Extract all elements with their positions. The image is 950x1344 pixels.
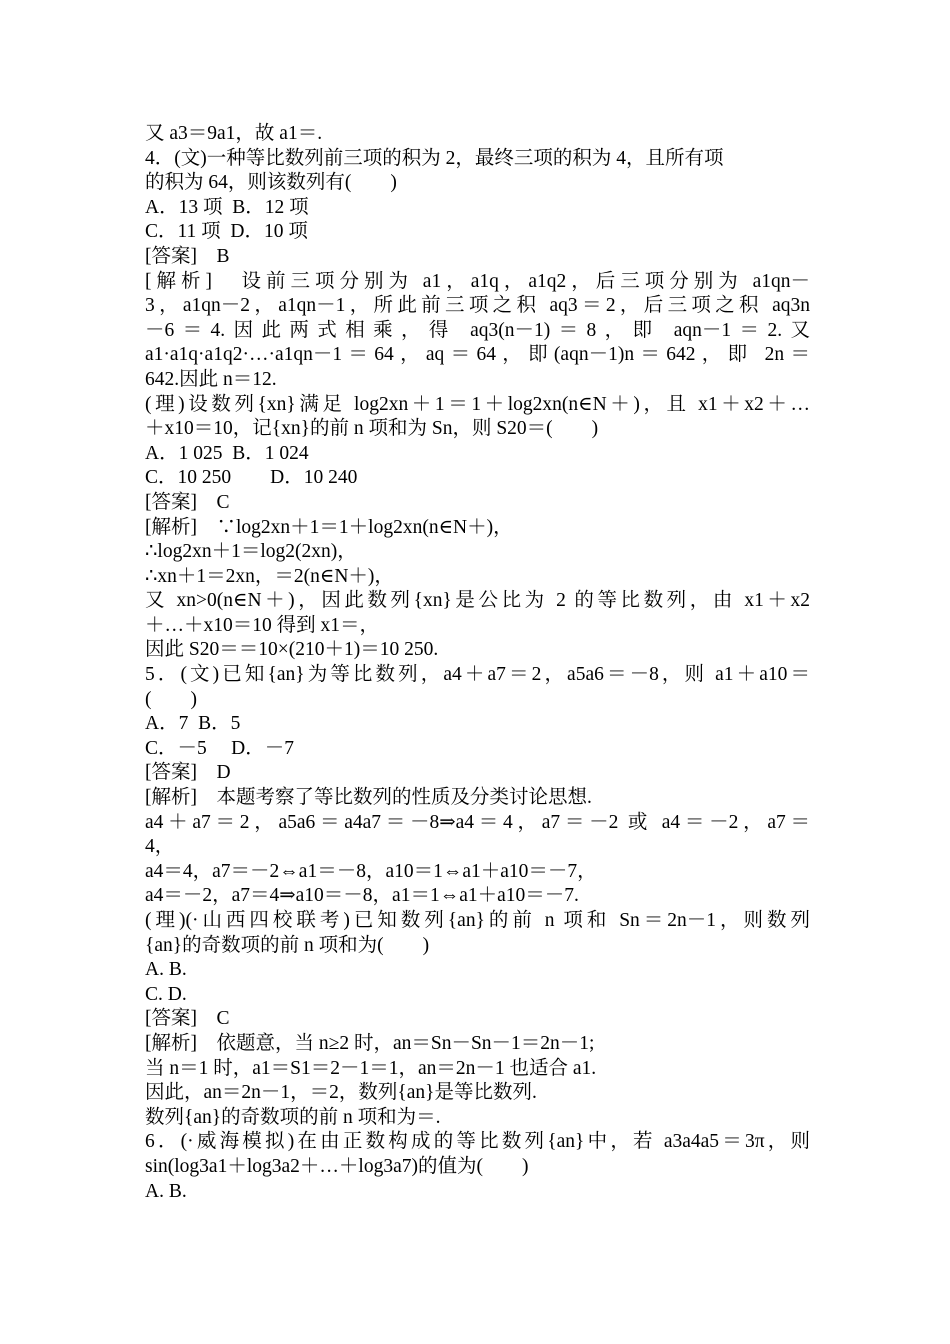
text-line: 因此 S20＝＝10×(210＋1)＝10 250. (145, 639, 439, 661)
text-line: a1·a1q·a1q2·…·a1qn－1＝64，aq＝64，即(aqn－1)n＝642，即 2n＝ (145, 344, 810, 366)
text-line: A. B. (145, 959, 187, 981)
text-line: a4＋a7＝2，a5a6＝a4a7＝－8⇒a4＝4，a7＝－2 或 a4＝－2，a7＝ (145, 811, 810, 833)
text-line: [解析] 依题意，当 n≥2 时，an＝Sn－Sn－1＝2n－1; (145, 1032, 595, 1054)
text-line: ( ) (145, 688, 197, 710)
text-line: C. D. (145, 983, 187, 1005)
text-line: 642.因此 n＝12. (145, 368, 277, 390)
text-line: A．1 025 B．1 024 (145, 442, 309, 464)
text-line: 当 n＝1 时，a1＝S1＝2－1＝1，an＝2n－1 也适合 a1. (145, 1057, 597, 1079)
text-line: a4＝4，a7＝－2⇔a1＝－8，a10＝1⇔a1＋a10＝－7， (145, 860, 597, 882)
text-line: 6．(·威海模拟)在由正数构成的等比数列{an}中，若 a3a4a5＝3π，则 (145, 1131, 810, 1153)
text-line: (理)设数列{xn}满足 log2xn＋1＝1＋log2xn(n∈N＋)，且 x1＋x2＋… (145, 393, 810, 415)
text-line: sin(log3a1＋log3a2＋…＋log3a7)的值为( ) (145, 1155, 529, 1177)
text-line: [答案] C (145, 491, 230, 513)
text-line: ∴log2xn＋1＝log2(2xn)， (145, 541, 357, 563)
text-line: 因此，an＝2n－1，＝2，数列{an}是等比数列. (145, 1082, 537, 1104)
text-line: ∴xn＋1＝2xn，＝2(n∈N＋)， (145, 565, 394, 587)
text-line: A．7 B．5 (145, 713, 241, 735)
text-line: (理)(·山西四校联考)已知数列{an}的前 n 项和 Sn＝2n－1，则数列 (145, 910, 810, 931)
text-line: [答案] B (145, 245, 230, 267)
text-line: －6＝4.因此两式相乘，得 aq3(n－1)＝8，即 aqn－1＝2.又 (145, 319, 810, 341)
text-line: 4， (145, 836, 175, 858)
text-line: [解析] 本题考察了等比数列的性质及分类讨论思想. (145, 787, 592, 809)
text-line: A．13 项 B．12 项 (145, 196, 309, 218)
text-line: 4．(文)一种等比数列前三项的积为 2，最终三项的积为 4，且所有项 (145, 147, 724, 169)
text-line: {an}的奇数项的前 n 项和为( ) (145, 934, 430, 956)
text-line: [答案] D (145, 762, 231, 784)
document-body (145, 122, 810, 1204)
text-line: 数列{an}的奇数项的前 n 项和为＝. (145, 1106, 441, 1128)
text-line: C．－5 D．－7 (145, 737, 294, 759)
text-line: a4＝－2，a7＝4⇒a10＝－8，a1＝1⇔a1＋a10＝－7. (145, 885, 579, 907)
text-line: ＋x10＝10，记{xn}的前 n 项和为 Sn，则 S20＝( ) (145, 418, 599, 440)
text-line: C．11 项 D．10 项 (145, 221, 308, 243)
text-line: [解析] 设前三项分别为 a1，a1q，a1q2，后三项分别为 a1qn－ (145, 270, 810, 292)
text-line: [解析] ∵log2xn＋1＝1＋log2xn(n∈N＋)， (145, 516, 513, 538)
text-line: C．10 250 D．10 240 (145, 467, 358, 489)
text-line: 5．(文)已知{an}为等比数列，a4＋a7＝2，a5a6＝－8，则 a1＋a10＝ (145, 664, 810, 686)
text-line: 的积为 64，则该数列有( ) (145, 172, 397, 194)
text-line: 又 xn>0(n∈N＋)，因此数列{xn}是公比为 2 的等比数列，由 x1＋x2 (145, 590, 810, 612)
text-line: [答案] C (145, 1008, 230, 1030)
text-line: A. B. (145, 1180, 187, 1202)
text-line: 3，a1qn－2，a1qn－1，所此前三项之积 aq3＝2，后三项之积 aq3n (145, 295, 810, 317)
text-line: 又 a3＝9a1，故 a1＝. (145, 123, 323, 144)
text-line: ＋…＋x10＝10 得到 x1＝， (145, 614, 380, 636)
